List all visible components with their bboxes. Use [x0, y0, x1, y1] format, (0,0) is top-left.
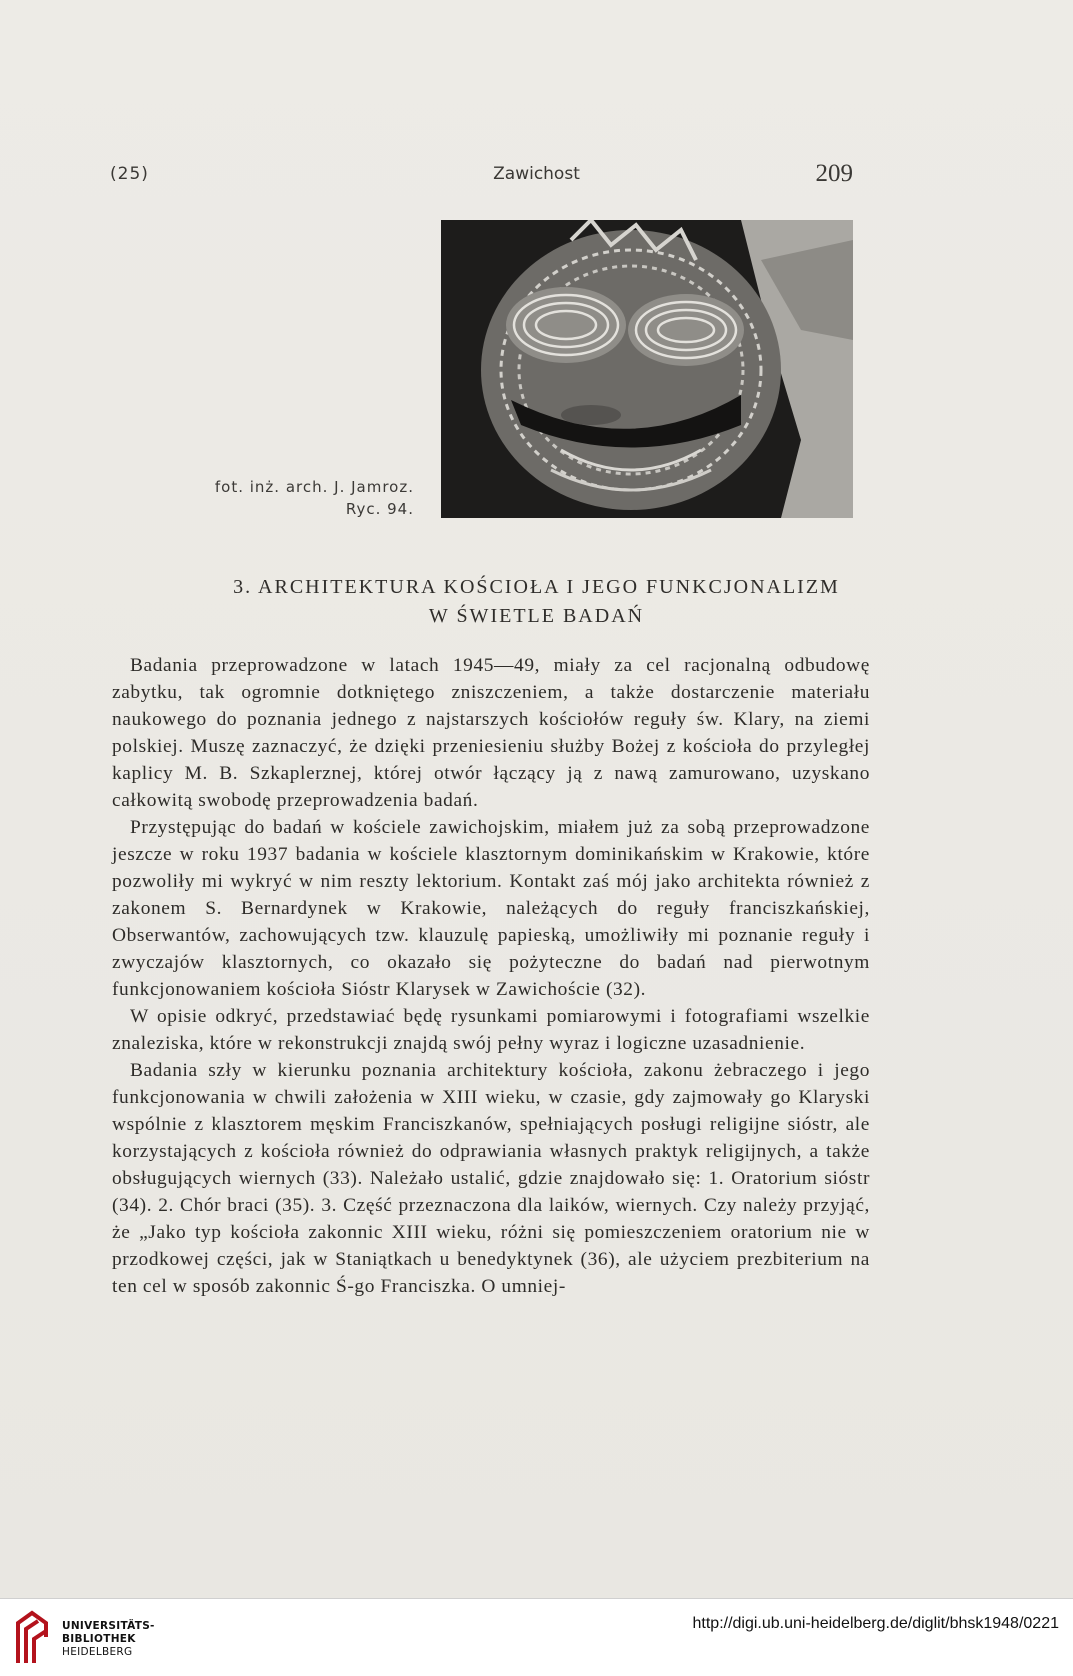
source-url-link[interactable]: http://digi.ub.uni-heidelberg.de/diglit/bhsk1948/0221: [692, 1615, 1059, 1632]
photo-credit: fot. inż. arch. J. Jamroz.: [214, 478, 414, 496]
library-name-line2: BIBLIOTHEK: [62, 1633, 136, 1645]
figure-photo-lion-head-sculpture: [441, 220, 853, 518]
body-text: [112, 652, 870, 1300]
figure-label: Ryc. 94.: [345, 500, 414, 518]
section-title-line1: 3. ARCHITEKTURA KOŚCIOŁA I JEGO FUNKCJONALIZM: [233, 576, 840, 598]
library-name-line3: HEIDELBERG: [62, 1646, 133, 1658]
library-name-line1: UNIVERSITÄTS-: [62, 1620, 155, 1632]
footer-bar: [0, 1598, 1073, 1676]
running-head: Zawichost: [493, 164, 580, 184]
library-logo-icon: [12, 1609, 52, 1665]
paragraph: Przystępując do badań w kościele zawichojskim, miałem już za sobą przeprowadzone jeszcze w roku 1937 badania w kościele klasztornym dominikańskim w Krakowie, które pozwoliły mi wykryć w nim reszty lektorium. Kontakt zaś mój jako architekta również z zakonem S. Bernardynek w Krakowie, należących do reguły franciszkańskiej, Obserwantów, zachowujących tzw. klauzulę papieską, umożliwiły mi poznanie reguły i zwyczajów klasztornych, co okazało się pożyteczne do badań nad pierwotnym funkcjonowaniem kościoła Sióstr Klarysek w Zawichoście (32).: [112, 817, 870, 1000]
paragraph: Badania przeprowadzone w latach 1945—49, miały za cel racjonalną odbudowę zabytku, tak ogromnie dotkniętego zniszczeniem, a także dostarczenie materiału naukowego do poznania jednego z najstarszych kościołów reguły św. Klary, na ziemi polskiej. Muszę zaznaczyć, że dzięki przeniesieniu służby Bożej z kościoła do przyległej kaplicy M. B. Szkaplerznej, której otwór łączący ją z nawą zamurowano, uzyskano całkowitą swobodę przeprowadzenia badań.: [112, 655, 870, 811]
paragraph: Badania szły w kierunku poznania architektury kościoła, zakonu żebraczego i jego funkcjonowania w chwili założenia w XIII wieku, w czasie, gdy zajmowały go Klaryski wspólnie z klasztorem męskim Franciszkanów, spełniających posługi religijne sióstr, ale korzystających z kościoła również do odprawiania własnych praktyk religijnych, a także obsługujących wiernych (33). Należało ustalić, gdzie znajdowało się: 1. Oratorium sióstr (34). 2. Chór braci (35). 3. Część przeznaczona dla laików, wiernych. Czy należy przyjąć, że „Jako typ kościoła zakonnic XIII wieku, różni się pomieszczeniem oratorium nie w przodkowej części, jak w Staniątkach u benedyktynek (36), ale użyciem prezbiterium na ten cel w sposób zakonnic Ś-go Franciszka. O umniej-: [112, 1060, 870, 1297]
paragraph: W opisie odkryć, przedstawiać będę rysunkami pomiarowymi i fotografiami wszelkie znaleziska, które w rekonstrukcji znajdą swój pełny wyraz i logiczne uzasadnienie.: [112, 1006, 870, 1054]
page-section-number: (25): [110, 164, 149, 184]
section-title-line2: W ŚWIETLE BADAŃ: [428, 605, 645, 627]
page-number: 209: [815, 160, 853, 187]
